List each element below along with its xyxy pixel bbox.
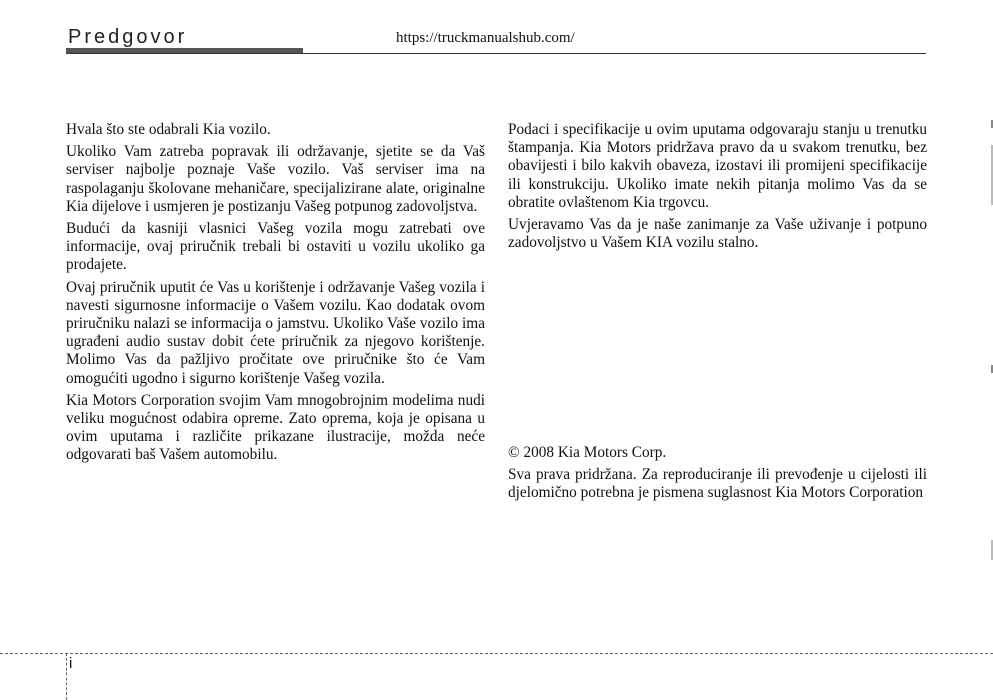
footer-margin-line [66,653,67,700]
paragraph: Kia Motors Corporation svojim Vam mnogobrojnim modelima nudi veliku mogućnost odabira opreme. Zato oprema, koja je opisana u ovim uputama i različite prikazane ilustracije, možda neće odgovarati baš Vašem automobilu. [66,391,485,464]
section-title: Predgovor [68,26,188,48]
page-number: i [69,655,73,672]
copyright-line: © 2008 Kia Motors Corp. [508,444,667,461]
source-url[interactable]: https://truckmanualshub.com/ [396,30,575,46]
paragraph: Podaci i specifikacije u ovim uputama odgovaraju stanju u trenutku štampanja. Kia Motors pridržava pravo da u svakom trenutku, bez obavijesti i bilo kakvih obaveza, izostavi ili promijeni specifikacije ili konstrukciju. Ukoliko imate nekih pitanja molimo Vas da se obratite ovlaštenom Kia trgovcu. [508,121,927,211]
paragraph: Budući da kasniji vlasnici Vašeg vozila mogu zatrebati ove informacije, ovaj priručnik trebali bi ostaviti u vozilu ukoliko ga prodajete. [66,220,485,274]
footer-rule [0,653,993,654]
right-column [508,121,927,256]
paragraph: Ovaj priručnik uputit će Vas u korištenje i održavanje Vašeg vozila i navesti sigurnosne informacije o Vašem vozilu. Kao dodatak ovom priručniku nalazi se informacija o jamstvu. Ukoliko Vaše vozilo ima ugrađeni audio sustav dobit ćete priručnik za njegovo korištenje. Molimo Vas da pažljivo pročitate ove priručnike što će Vam omogućiti ugodno i sigurno korištenje Vašeg vozila. [66,278,485,387]
left-column [66,121,485,469]
copyright-block [508,444,927,507]
rights-statement: Sva prava pridržana. Za reproduciranje ili prevođenje u cijelosti ili djelomično potrebna je pismena suglasnost Kia Motors Corporation [508,466,927,502]
header-rule [66,53,926,54]
paragraph: Uvjeravamo Vas da je naše zanimanje za Vaše uživanje i potpuno zadovoljstvo u Vašem KIA vozilu stalno. [508,216,927,252]
paragraph: Hvala što ste odabrali Kia vozilo. [66,121,271,138]
paragraph: Ukoliko Vam zatreba popravak ili održavanje, sjetite se da Vaš serviser najbolje poznaje Vaše vozilo. Vaš serviser ima na raspolaganju školovane mehaničare, specijalizirane alate, originalne Kia dijelove i usmjeren je postizanju Vašeg potpunog zadovoljstva. [66,143,485,215]
